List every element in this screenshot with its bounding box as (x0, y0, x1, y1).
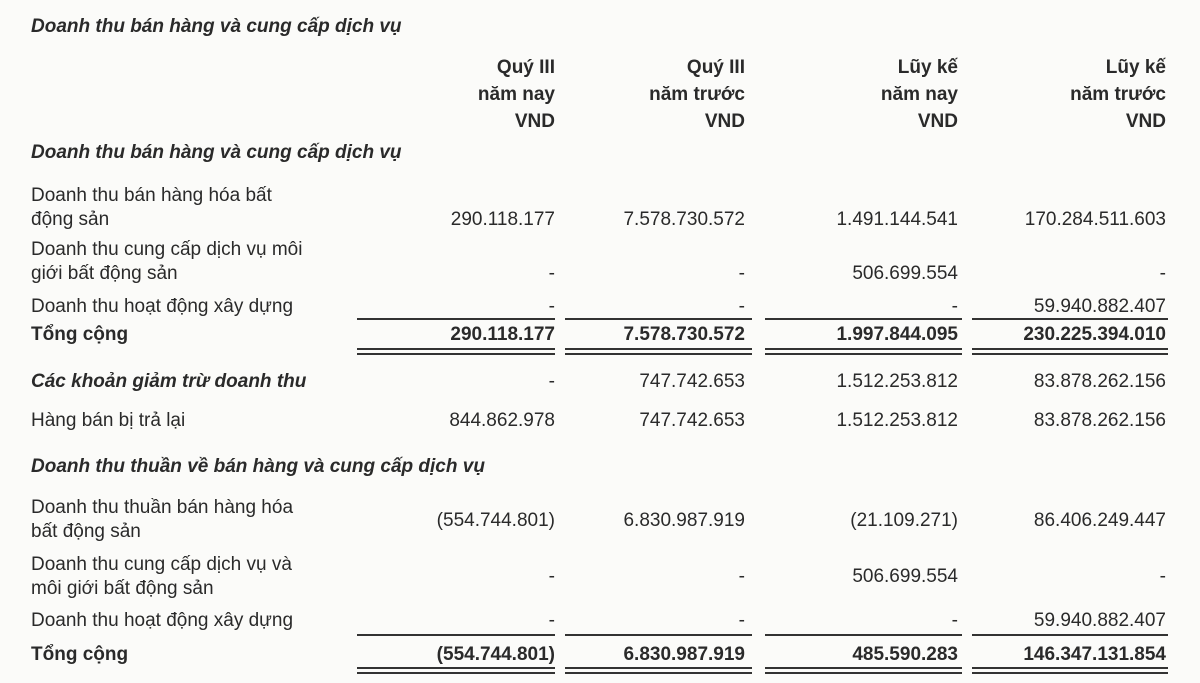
row-label: Doanh thu thuần bán hàng hóa bất động sản (31, 497, 294, 542)
row-label: Doanh thu hoạt động xây dựng (31, 296, 294, 317)
cell-value: - (548, 296, 555, 317)
cell-value: - (1159, 566, 1166, 587)
cell-value: - (548, 610, 555, 631)
column-header-ytd-last-year: Lũy kế năm trước VND (1070, 57, 1166, 132)
total-value: (554.744.801) (436, 644, 555, 665)
cell-value: 59.940.882.407 (1033, 296, 1166, 317)
cell-value: 83.878.262.156 (1033, 410, 1166, 431)
subtotal-rule (765, 318, 962, 320)
cell-value: 1.491.144.541 (836, 209, 958, 230)
total-value: 485.590.283 (852, 644, 958, 665)
cell-value: - (738, 296, 745, 317)
total-value: 1.997.844.095 (836, 324, 958, 345)
cell-value: 1.512.253.812 (836, 410, 958, 431)
total-value: 230.225.394.010 (1023, 324, 1166, 345)
column-header-ytd-this-year: Lũy kế năm nay VND (880, 57, 958, 132)
cell-value: - (738, 566, 745, 587)
cell-value: - (548, 371, 555, 392)
cell-value: (554.744.801) (436, 510, 555, 531)
cell-value: 506.699.554 (852, 263, 958, 284)
cell-value: 747.742.653 (639, 371, 745, 392)
total-double-rule (972, 348, 1168, 355)
cell-value: 86.406.249.447 (1033, 510, 1166, 531)
cell-value: - (951, 296, 958, 317)
total-value: 290.118.177 (450, 324, 555, 345)
column-header-q3-this-year: Quý III năm nay VND (477, 57, 555, 132)
total-double-rule (765, 348, 962, 355)
cell-value: 59.940.882.407 (1033, 610, 1166, 631)
cell-value: - (738, 610, 745, 631)
cell-value: - (738, 263, 745, 284)
page-title: Doanh thu bán hàng và cung cấp dịch vụ (31, 16, 402, 37)
cell-value: - (951, 610, 958, 631)
subtotal-rule (972, 634, 1168, 636)
total-double-rule (565, 348, 752, 355)
column-header-q3-last-year: Quý III năm trước VND (649, 57, 745, 132)
row-label: Doanh thu cung cấp dịch vụ môi giới bất động sản (31, 239, 303, 284)
cell-value: 6.830.987.919 (623, 510, 745, 531)
subtotal-rule (972, 318, 1168, 320)
cell-value: 844.862.978 (449, 410, 555, 431)
total-value: 6.830.987.919 (623, 644, 745, 665)
cell-value: 170.284.511.603 (1024, 209, 1166, 230)
total-double-rule (357, 348, 555, 355)
total-double-rule (765, 667, 962, 674)
total-label: Tổng cộng (31, 324, 129, 345)
cell-value: 506.699.554 (852, 566, 958, 587)
subtotal-rule (357, 318, 555, 320)
subtotal-rule (565, 634, 752, 636)
cell-value: 290.118.177 (450, 209, 555, 230)
total-label: Tổng cộng (31, 644, 129, 665)
subtotal-rule (765, 634, 962, 636)
total-double-rule (565, 667, 752, 674)
cell-value: 747.742.653 (639, 410, 745, 431)
row-label: Hàng bán bị trả lại (31, 410, 186, 431)
row-label: Doanh thu hoạt động xây dựng (31, 610, 294, 631)
cell-value: (21.109.271) (850, 510, 958, 531)
cell-value: - (548, 263, 555, 284)
row-label: Doanh thu bán hàng hóa bất động sản (31, 185, 272, 230)
subtotal-rule (357, 634, 555, 636)
section-heading: Các khoản giảm trừ doanh thu (31, 371, 307, 392)
cell-value: - (1159, 263, 1166, 284)
subtotal-rule (565, 318, 752, 320)
total-double-rule (357, 667, 555, 674)
section-heading: Doanh thu thuần về bán hàng và cung cấp dịch vụ (31, 456, 485, 477)
row-label: Doanh thu cung cấp dịch vụ và môi giới bất động sản (31, 554, 292, 599)
total-value: 146.347.131.854 (1023, 644, 1166, 665)
section-heading: Doanh thu bán hàng và cung cấp dịch vụ (31, 142, 402, 163)
total-value: 7.578.730.572 (623, 324, 745, 345)
cell-value: 7.578.730.572 (623, 209, 745, 230)
cell-value: - (548, 566, 555, 587)
cell-value: 83.878.262.156 (1033, 371, 1166, 392)
total-double-rule (972, 667, 1168, 674)
cell-value: 1.512.253.812 (836, 371, 958, 392)
